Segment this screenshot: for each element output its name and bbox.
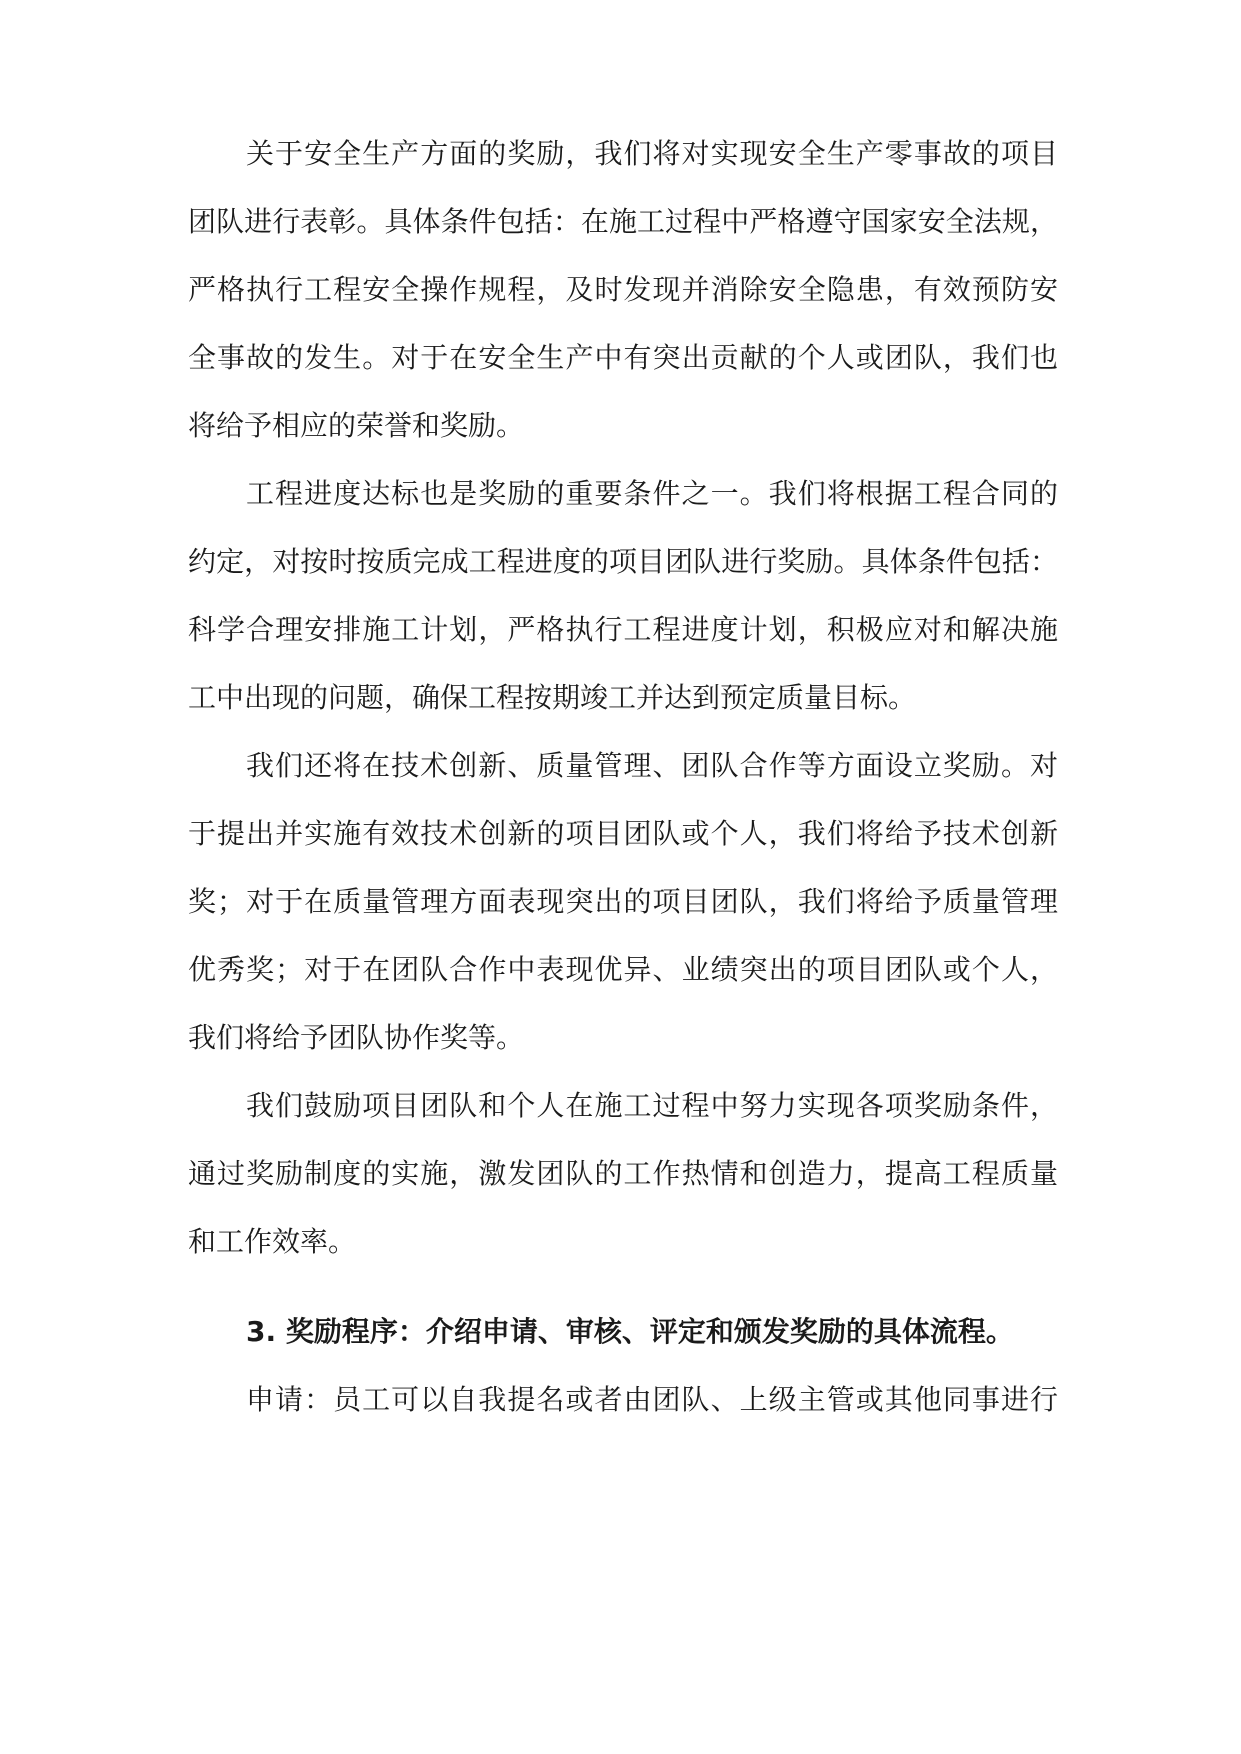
paragraph-2-line-3: 科学合理安排施工计划，严格执行工程进度计划，积极应对和解决施 [188, 613, 1058, 646]
paragraph-1-line-5: 将给予相应的荣誉和奖励。 [188, 409, 525, 442]
paragraph-1-line-2: 团队进行表彰。具体条件包括：在施工过程中严格遵守国家安全法规， [188, 205, 1058, 238]
section-heading: 3. 奖励程序：介绍申请、审核、评定和颁发奖励的具体流程。 [246, 1315, 1014, 1348]
paragraph-3-line-4: 优秀奖；对于在团队合作中表现优异、业绩突出的项目团队或个人， [188, 953, 1058, 986]
paragraph-4-line-3: 和工作效率。 [188, 1225, 357, 1258]
paragraph-3-line-2: 于提出并实施有效技术创新的项目团队或个人，我们将给予技术创新 [188, 817, 1058, 850]
paragraph-2-line-1: 工程进度达标也是奖励的重要条件之一。我们将根据工程合同的 [246, 477, 1058, 510]
paragraph-1-line-4: 全事故的发生。对于在安全生产中有突出贡献的个人或团队，我们也 [188, 341, 1058, 374]
paragraph-2-line-4: 工中出现的问题，确保工程按期竣工并达到预定质量目标。 [188, 681, 917, 714]
paragraph-4-line-2: 通过奖励制度的实施，激发团队的工作热情和创造力，提高工程质量 [188, 1157, 1058, 1190]
final-paragraph-line-1: 申请：员工可以自我提名或者由团队、上级主管或其他同事进行 [246, 1383, 1058, 1416]
paragraph-3-line-1: 我们还将在技术创新、质量管理、团队合作等方面设立奖励。对 [246, 749, 1058, 782]
paragraph-3-line-5: 我们将给予团队协作奖等。 [188, 1021, 525, 1054]
paragraph-3-line-3: 奖；对于在质量管理方面表现突出的项目团队，我们将给予质量管理 [188, 885, 1058, 918]
paragraph-2-line-2: 约定，对按时按质完成工程进度的项目团队进行奖励。具体条件包括： [188, 545, 1058, 578]
paragraph-1-line-1: 关于安全生产方面的奖励，我们将对实现安全生产零事故的项目 [246, 137, 1058, 170]
paragraph-1-line-3: 严格执行工程安全操作规程，及时发现并消除安全隐患，有效预防安 [188, 273, 1058, 306]
paragraph-4-line-1: 我们鼓励项目团队和个人在施工过程中努力实现各项奖励条件， [246, 1089, 1058, 1122]
